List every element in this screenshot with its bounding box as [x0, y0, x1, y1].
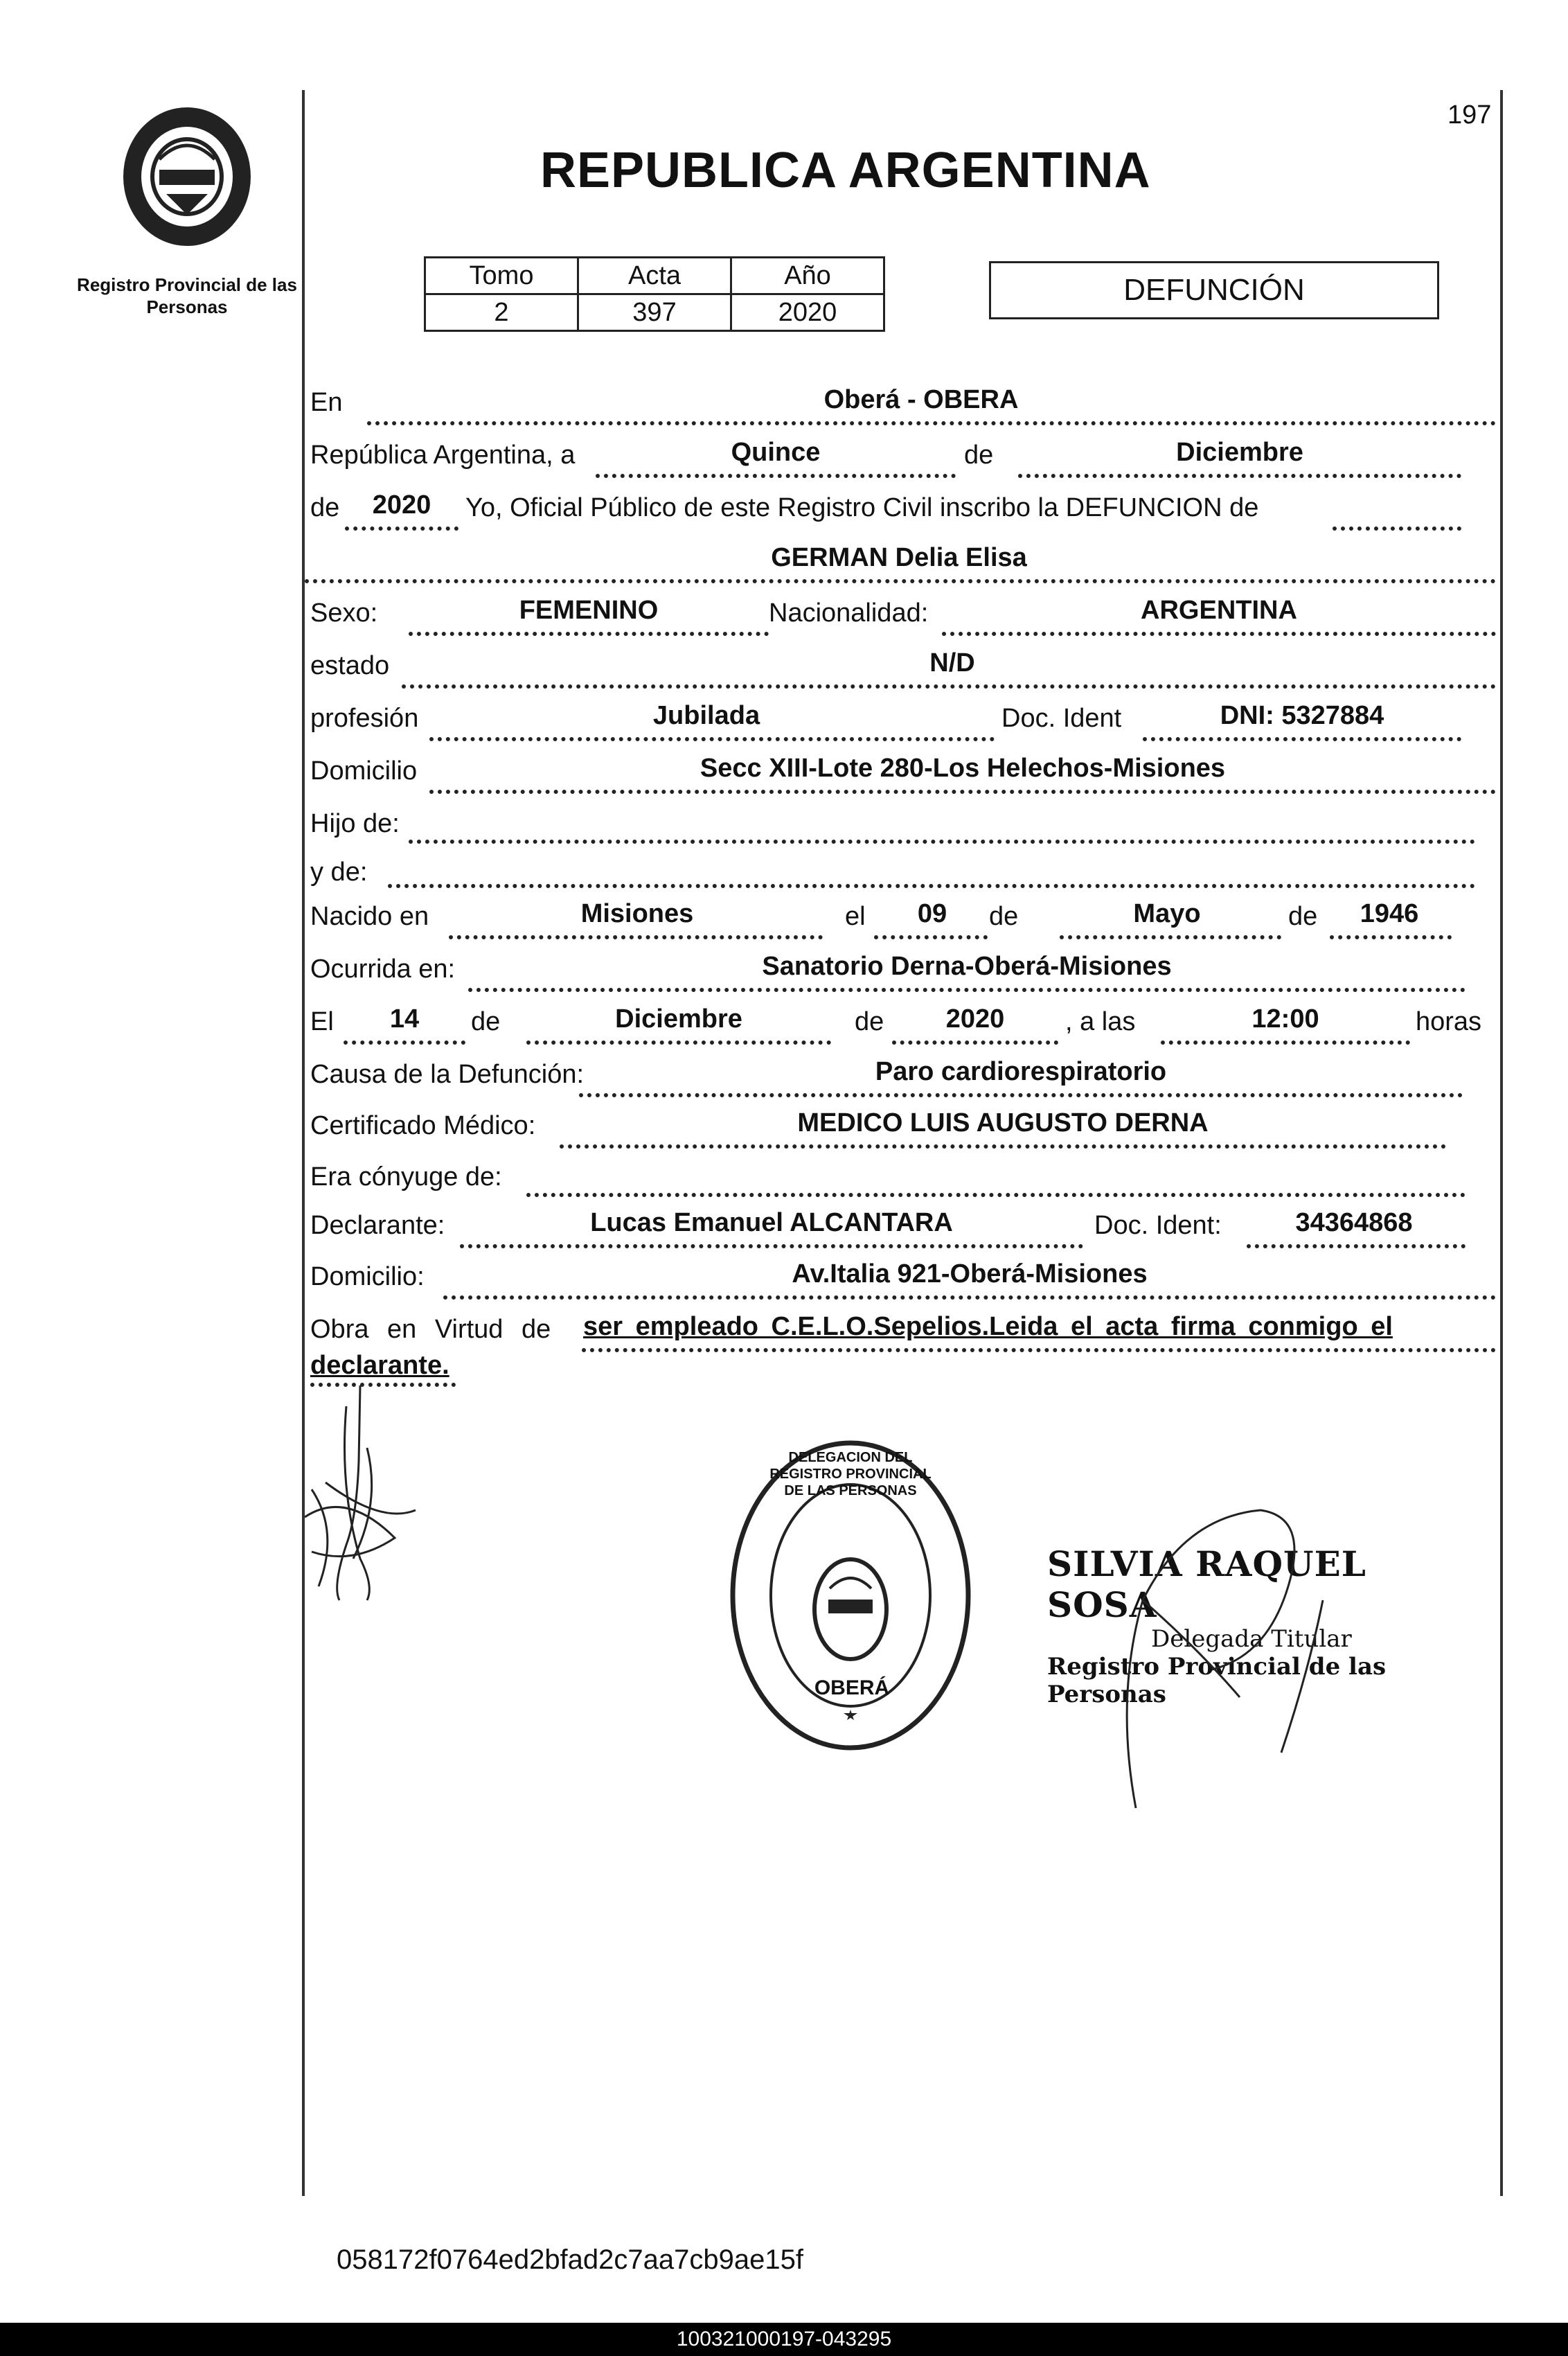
inscribo-label: Yo, Oficial Público de este Registro Civil inscribo la DEFUNCION de [465, 493, 1259, 522]
domicilio2-value: Av.Italia 921-Oberá-Misiones [792, 1259, 1148, 1288]
en-dots [367, 421, 1496, 425]
death-time-dots [1161, 1040, 1410, 1045]
document-hash: 058172f0764ed2bfad2c7aa7cb9ae15f [337, 2244, 803, 2275]
en-label: En [310, 388, 343, 417]
domicilio-value: Secc XIII-Lote 280-Los Helechos-Misiones [700, 754, 1226, 783]
name-dots [305, 579, 1496, 583]
docident-value: DNI: 5327884 [1220, 701, 1384, 730]
nacionalidad-dots [942, 632, 1496, 636]
birth-month-value: Mayo [1133, 899, 1201, 928]
de-label: de [964, 441, 994, 470]
en-value: Oberá - OBERA [823, 385, 1019, 414]
docident-label: Doc. Ident [1001, 704, 1122, 733]
day-dots [596, 474, 956, 478]
estado-label: estado [310, 651, 390, 680]
birth-month-dots [1060, 935, 1281, 939]
death-year-dots [892, 1040, 1058, 1045]
estado-dots [402, 684, 1496, 689]
docident2-value: 34364868 [1295, 1208, 1413, 1237]
de5-label: de [471, 1007, 501, 1036]
declarant-signature-icon [298, 1379, 450, 1607]
ocurrida-label: Ocurrida en: [310, 955, 456, 984]
declarante-dots [460, 1244, 1083, 1248]
obra-dots [582, 1348, 1496, 1352]
causa-label: Causa de la Defunción: [310, 1060, 585, 1089]
ocurrida-value: Sanatorio Derna-Oberá-Misiones [762, 952, 1172, 981]
year-dots [345, 526, 458, 531]
document-type-box: DEFUNCIÓN [989, 261, 1439, 319]
obra-value-line1: ser empleado C.E.L.O.Sepelios.Leida el acta firma conmigo el [583, 1312, 1393, 1341]
el2-label: El [310, 1007, 334, 1036]
footer-code-bar: 100321000197-043295 [0, 2323, 1568, 2356]
domicilio-label: Domicilio [310, 756, 418, 786]
republica-label: República Argentina, a [310, 441, 576, 470]
certificado-dots [560, 1144, 1446, 1149]
conyuge-dots [526, 1193, 1465, 1197]
nacido-label: Nacido en [310, 902, 429, 931]
certificado-value: MEDICO LUIS AUGUSTO DERNA [797, 1108, 1209, 1137]
conyuge-label: Era cónyuge de: [310, 1162, 502, 1192]
death-time-value: 12:00 [1251, 1004, 1319, 1034]
stamp-text-top: DELEGACION DEL REGISTRO PROVINCIAL DE LAS PERSONAS [769, 1450, 932, 1498]
tomo-header: Tomo [425, 258, 578, 294]
de6-label: de [855, 1007, 884, 1036]
de2-label: de [310, 493, 340, 522]
yde-label: y de: [310, 858, 368, 887]
record-table [424, 256, 885, 332]
estado-value: N/D [929, 648, 975, 677]
acta-value: 397 [578, 294, 731, 331]
death-day-value: 14 [389, 1004, 420, 1034]
obra-label: Obra en Virtud de [310, 1315, 551, 1344]
birth-year-dots [1330, 935, 1452, 939]
causa-value: Paro cardiorespiratorio [875, 1057, 1167, 1086]
day-value: Quince [731, 438, 821, 467]
el-label: el [845, 902, 866, 931]
name-value: GERMAN Delia Elisa [771, 543, 1027, 572]
death-month-dots [526, 1040, 831, 1045]
acta-header: Acta [578, 258, 731, 294]
death-year-value: 2020 [945, 1004, 1005, 1034]
death-day-dots [344, 1040, 465, 1045]
certificado-label: Certificado Médico: [310, 1111, 536, 1140]
sexo-label: Sexo: [310, 599, 378, 628]
declarante-value: Lucas Emanuel ALCANTARA [590, 1208, 953, 1237]
declarante-label: Declarante: [310, 1211, 445, 1240]
inscribo-dots [1333, 526, 1461, 531]
docident-dots [1143, 737, 1461, 741]
month-dots [1018, 474, 1461, 478]
birth-day-dots [874, 935, 988, 939]
death-month-value: Diciembre [615, 1004, 742, 1034]
profesion-dots [429, 737, 995, 741]
anio-header: Año [731, 258, 884, 294]
page-title: REPUBLICA ARGENTINA [540, 143, 1151, 198]
domicilio-dots [429, 790, 1496, 794]
profesion-label: profesión [310, 704, 419, 733]
causa-dots [579, 1093, 1463, 1097]
nacido-dots [449, 935, 823, 939]
right-margin-line [1500, 90, 1503, 2196]
hijo-label: Hijo de: [310, 809, 400, 838]
domicilio2-dots [443, 1295, 1496, 1300]
registry-name: Registro Provincial de las Personas [77, 274, 297, 317]
horas-label: horas [1416, 1007, 1482, 1036]
month-value: Diciembre [1176, 438, 1303, 467]
de4-label: de [1288, 902, 1318, 931]
signer-name: SILVIA RAQUEL SOSA [1047, 1543, 1366, 1625]
de3-label: de [989, 902, 1019, 931]
nacionalidad-value: ARGENTINA [1141, 596, 1297, 625]
docident2-dots [1247, 1244, 1465, 1248]
stamp-text-bottom: OBERÁ [814, 1676, 890, 1699]
anio-value: 2020 [731, 294, 884, 331]
signer-office: Registro Provincial de las Personas [1047, 1653, 1387, 1708]
domicilio2-label: Domicilio: [310, 1262, 425, 1291]
birth-year-value: 1946 [1360, 899, 1419, 928]
nacionalidad-label: Nacionalidad: [769, 599, 929, 628]
record-table-header-row [425, 258, 884, 294]
left-margin-line [302, 90, 305, 2196]
tomo-value: 2 [425, 294, 578, 331]
nacido-value: Misiones [580, 899, 694, 928]
year-value: 2020 [372, 490, 431, 520]
ocurrida-dots [468, 988, 1465, 992]
docident2-label: Doc. Ident: [1094, 1211, 1222, 1240]
yde-dots [388, 884, 1475, 888]
alas-label: , a las [1065, 1007, 1136, 1036]
signer-role: Delegada Titular [1151, 1625, 1352, 1653]
record-table-value-row [425, 294, 884, 331]
profesion-value: Jubilada [652, 701, 760, 730]
birth-day-value: 09 [917, 899, 947, 928]
obra-value-line2: declarante. [310, 1351, 449, 1380]
sexo-dots [409, 632, 769, 636]
sexo-value: FEMENINO [519, 596, 659, 625]
hijo-dots [409, 840, 1475, 844]
official-signature-icon [1101, 1489, 1406, 1836]
page-number: 197 [1447, 100, 1492, 130]
province-seal-icon [118, 104, 256, 249]
